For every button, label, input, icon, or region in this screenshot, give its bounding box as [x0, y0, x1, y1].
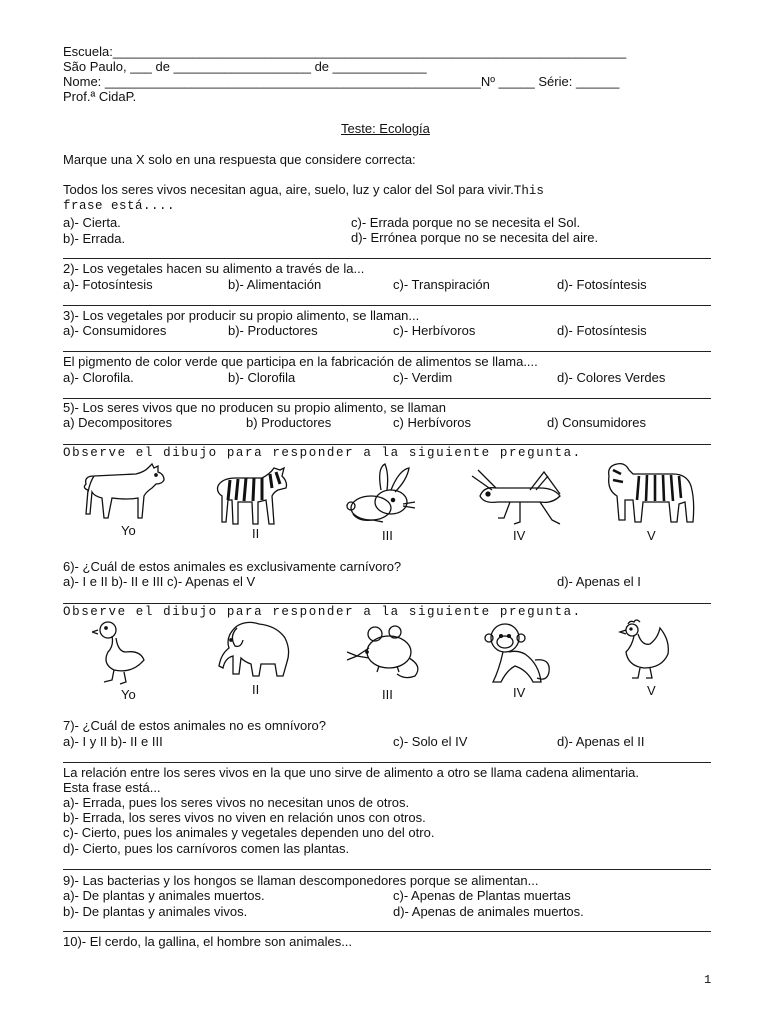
q1-option-a: a)- Cierta.: [63, 215, 121, 230]
q4-option-b: b)- Clorofila: [228, 370, 296, 385]
divider: [63, 305, 711, 306]
teacher-line: Prof.ª CidaP.: [63, 89, 137, 104]
q8-question-cont: Esta frase está...: [63, 780, 161, 795]
figure1-label-3: III: [382, 528, 393, 543]
q4-option-c: c)- Verdim: [393, 370, 453, 385]
q1-option-d: d)- Errónea porque no se necesita del aire.: [351, 230, 599, 245]
school-line: Escuela:_______________________________________________________________________: [63, 44, 627, 59]
q3-option-b: b)- Productores: [228, 323, 318, 338]
divider: [63, 351, 711, 352]
q2-option-c: c)- Transpiración: [393, 277, 490, 292]
q5-option-c: c) Herbívoros: [393, 415, 472, 430]
q2-question: 2)- Los vegetales hacen su alimento a través de la...: [63, 261, 365, 276]
q3-option-a: a)- Consumidores: [63, 323, 167, 338]
figure1-label-1: Yo: [121, 523, 136, 538]
q2-option-a: a)- Fotosíntesis: [63, 277, 153, 292]
mouse-drawing: [345, 622, 429, 682]
tiger-drawing: [603, 460, 699, 526]
q3-option-c: c)- Herbívoros: [393, 323, 476, 338]
q3-question: 3)- Los vegetales por producir su propio alimento, se llaman...: [63, 308, 420, 323]
q9-option-c: c)- Apenas de Plantas muertas: [393, 888, 571, 903]
divider: [63, 258, 711, 259]
q6-question: 6)- ¿Cuál de estos animales es exclusivamente carnívoro?: [63, 559, 402, 574]
q3-option-d: d)- Fotosíntesis: [557, 323, 647, 338]
q1-option-b: b)- Errada.: [63, 231, 126, 246]
figure2-label-3: III: [382, 687, 393, 702]
q1-option-c: c)- Errada porque no se necesita el Sol.: [351, 215, 581, 230]
divider: [63, 869, 711, 870]
divider: [63, 931, 711, 932]
q9-option-b: b)- De plantas y animales vivos.: [63, 904, 248, 919]
q2-option-b: b)- Alimentación: [228, 277, 322, 292]
q2-option-d: d)- Fotosíntesis: [557, 277, 647, 292]
rabbit-drawing: [343, 462, 419, 526]
divider: [63, 762, 711, 763]
q9-option-d: d)- Apenas de animales muertos.: [393, 904, 584, 919]
q9-option-a: a)- De plantas y animales muertos.: [63, 888, 265, 903]
q7-option-c: c)- Solo el IV: [393, 734, 468, 749]
q4-option-d: d)- Colores Verdes: [557, 370, 666, 385]
figure2-label-1: Yo: [121, 687, 136, 702]
q5-question: 5)- Los seres vivos que no producen su propio alimento, se llaman: [63, 400, 446, 415]
figure1-label-4: IV: [513, 528, 526, 543]
duck-drawing: [92, 620, 148, 686]
q1-question-cont: frase está....: [63, 199, 176, 213]
q8-option-c: c)- Cierto, pues los animales y vegetales dependen uno del otro.: [63, 825, 435, 840]
figure1-label-5: V: [647, 528, 656, 543]
q6-options-abc: a)- I e II b)- II e III c)- Apenas el V: [63, 574, 256, 589]
q7-option-d: d)- Apenas el II: [557, 734, 645, 749]
figure2-label-4: IV: [513, 685, 526, 700]
q5-option-a: a) Decompositores: [63, 415, 173, 430]
q8-option-b: b)- Errada, los seres vivos no viven en relación unos con otros.: [63, 810, 426, 825]
page-number: 1: [704, 973, 712, 987]
q7-options-ab: a)- I y II b)- II e III: [63, 734, 163, 749]
q8-option-a: a)- Errada, pues los seres vivos no necesitan unos de otros.: [63, 795, 410, 810]
cow-drawing: [78, 462, 170, 522]
q6-option-d: d)- Apenas el I: [557, 574, 641, 589]
elephant-drawing: [217, 618, 293, 680]
page-title: Teste: Ecología: [341, 121, 430, 136]
q4-question: El pigmento de color verde que participa en la fabricación de alimentos se llama....: [63, 354, 538, 369]
divider: [63, 444, 711, 445]
q5-option-d: d) Consumidores: [547, 415, 646, 430]
instruction: Marque una X solo en una respuesta que considere correcta:: [63, 152, 416, 167]
grasshopper-drawing: [470, 466, 570, 528]
monkey-drawing: [479, 620, 559, 686]
q8-question: La relación entre los seres vivos en la que uno sirve de alimento a otro se llama cadena alimentaria.: [63, 765, 639, 780]
name-line: Nome: ____________________________________________________Nº _____ Série: ______: [63, 74, 620, 89]
q8-option-d: d)- Cierto, pues los carnívoros comen las plantas.: [63, 841, 350, 856]
q7-question: 7)- ¿Cuál de estos animales no es omnívoro?: [63, 718, 327, 733]
figure2-label-2: II: [252, 682, 260, 697]
q1-question: Todos los seres vivos necesitan agua, aire, suelo, luz y calor del Sol para vivir.This: [63, 182, 544, 198]
figure2-prompt: Observe el dibujo para responder a la siguiente pregunta.: [63, 605, 582, 619]
hen-drawing: [614, 618, 674, 680]
zebra-drawing: [208, 466, 292, 528]
q5-option-b: b) Productores: [246, 415, 332, 430]
q9-question: 9)- Las bacterias y los hongos se llaman descomponedores porque se alimentan...: [63, 873, 539, 888]
figure1-label-2: II: [252, 526, 260, 541]
divider: [63, 603, 711, 604]
figure2-label-5: V: [647, 683, 656, 698]
divider: [63, 398, 711, 399]
date-line: São Paulo, ___ de ___________________ de _____________: [63, 59, 427, 74]
q4-option-a: a)- Clorofila.: [63, 370, 134, 385]
figure1-prompt: Observe el dibujo para responder a la siguiente pregunta.: [63, 446, 582, 460]
q10-question: 10)- El cerdo, la gallina, el hombre son animales...: [63, 934, 353, 949]
